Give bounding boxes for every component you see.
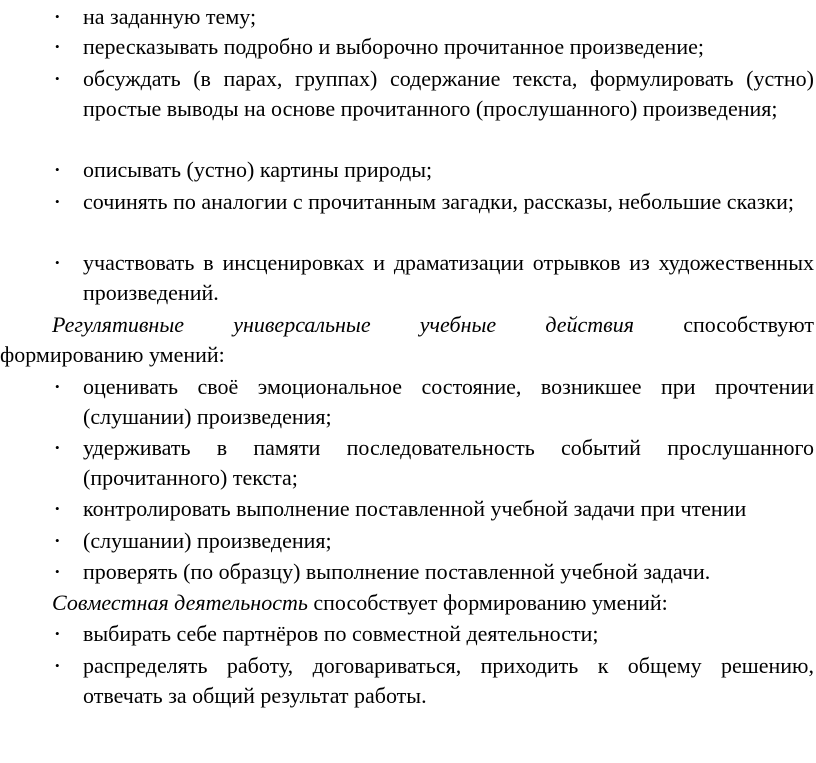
list-item xyxy=(55,187,814,217)
list-item xyxy=(55,494,814,524)
paragraph-text: способствуют xyxy=(683,312,815,337)
list-item xyxy=(55,2,814,32)
paragraph-italic-heading: Регулятивные универсальные учебные действия xyxy=(52,312,634,337)
bullet-icon: • xyxy=(55,564,60,579)
list-item-text: выбирать себе партнёров по совместной деятельности; xyxy=(83,621,599,646)
paragraph-first-line xyxy=(0,310,814,340)
paragraph-regulative xyxy=(0,310,814,370)
list-item-text: обсуждать (в парах, группах) содержание текста, формулировать (устно) простые выводы на основе прочитанного (прослушанного) произведения; xyxy=(83,66,814,121)
bullet-icon: • xyxy=(55,658,60,673)
list-item xyxy=(55,557,814,587)
list-item-text: контролировать выполнение поставленной учебной задачи при чтении xyxy=(83,496,747,521)
paragraph-joint xyxy=(0,588,814,618)
list-item-text: оценивать своё эмоциональное состояние, возникшее при прочтении (слушании) произведения; xyxy=(83,374,814,429)
paragraph-text: способствует формированию умений: xyxy=(313,590,668,615)
list-item xyxy=(55,155,814,185)
bullet-icon: • xyxy=(55,162,60,177)
bullet-icon: • xyxy=(55,379,60,394)
list-item-text: удерживать в памяти последовательность событий прослушанного (прочитанного) текста; xyxy=(83,435,814,490)
list-item-text: сочинять по аналогии с прочитанным загадки, рассказы, небольшие сказки; xyxy=(83,189,794,214)
bullet-icon: • xyxy=(55,440,60,455)
paragraph-text: формированию умений: xyxy=(0,342,225,367)
bullet-icon: • xyxy=(55,39,60,54)
list-item-text: участвовать в инсценировках и драматизации отрывков из художественных произведений. xyxy=(83,250,814,305)
paragraph-italic-heading: Совместная деятельность xyxy=(52,590,308,615)
bullet-icon: • xyxy=(55,194,60,209)
bullet-icon: • xyxy=(55,626,60,641)
list-item xyxy=(55,619,814,649)
list-item xyxy=(55,433,814,493)
list-item xyxy=(55,32,814,62)
list-item-text: пересказывать подробно и выборочно прочитанное произведение; xyxy=(83,34,704,59)
list-item-text: на заданную тему; xyxy=(83,4,257,29)
list-item-text: описывать (устно) картины природы; xyxy=(83,157,433,182)
list-item xyxy=(55,64,814,124)
bullet-icon: • xyxy=(55,501,60,516)
bullet-icon: • xyxy=(55,255,60,270)
bullet-icon: • xyxy=(55,71,60,86)
list-item xyxy=(55,526,814,556)
list-item xyxy=(55,651,814,711)
list-item xyxy=(55,248,814,308)
list-item-text: проверять (по образцу) выполнение поставленной учебной задачи. xyxy=(83,559,711,584)
list-item xyxy=(55,372,814,432)
bullet-icon: • xyxy=(55,9,60,24)
bullet-icon: • xyxy=(55,533,60,548)
list-item-text: (слушании) произведения; xyxy=(83,528,332,553)
list-item-text: распределять работу, договариваться, приходить к общему решению, отвечать за общий результат работы. xyxy=(83,653,814,708)
